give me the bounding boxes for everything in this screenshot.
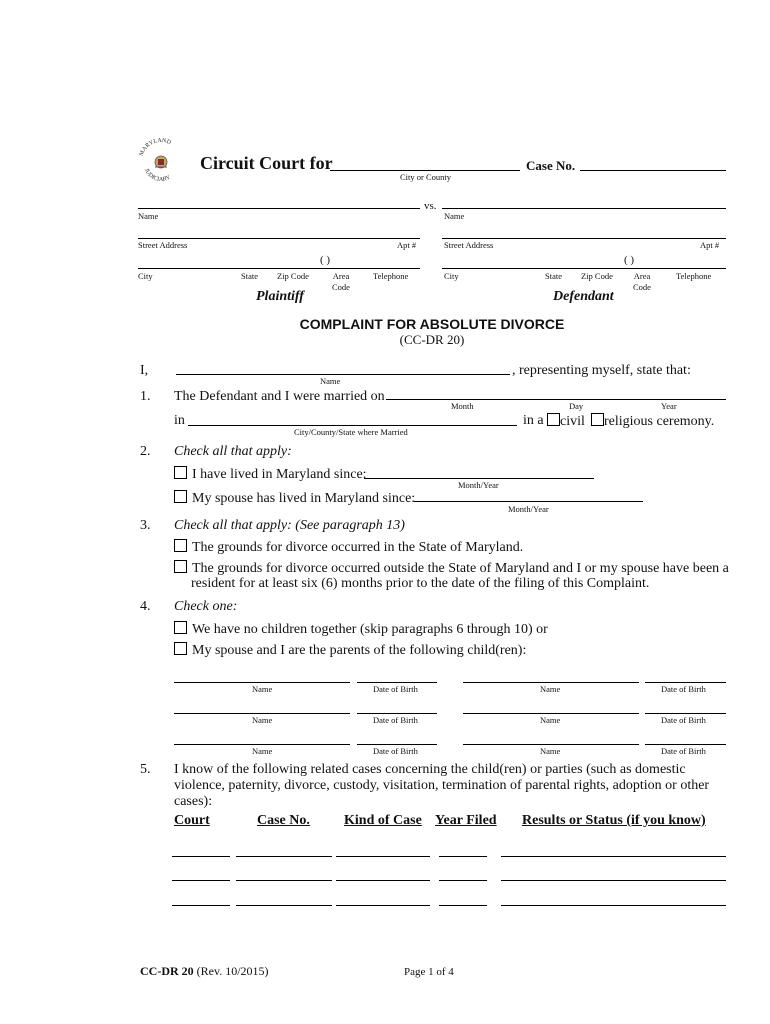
child-name-input[interactable] bbox=[463, 744, 639, 745]
col-court: Court bbox=[174, 813, 210, 828]
child-dob-input[interactable] bbox=[645, 713, 726, 714]
p4-option-2-label: My spouse and I are the parents of the following child(ren): bbox=[192, 643, 527, 658]
lived-in-md-date-input[interactable] bbox=[364, 478, 594, 479]
defendant-state-caption: State bbox=[545, 271, 562, 281]
plaintiff-apt-caption: Apt # bbox=[397, 240, 417, 250]
case-no-label: Case No. bbox=[526, 158, 576, 173]
p4-instruction: Check one: bbox=[174, 599, 238, 614]
case-court-input[interactable] bbox=[172, 856, 230, 857]
spouse-lived-in-md-checkbox[interactable] bbox=[174, 490, 187, 503]
svg-text:MARYLAND bbox=[139, 138, 173, 157]
child-dob-caption: Date of Birth bbox=[373, 746, 418, 756]
child-name-input[interactable] bbox=[174, 682, 350, 683]
child-dob-caption: Date of Birth bbox=[661, 746, 706, 756]
p1-day-caption: Day bbox=[569, 401, 584, 411]
p1-text: The Defendant and I were married on bbox=[174, 389, 385, 404]
case-year-input[interactable] bbox=[439, 905, 487, 906]
defendant-name-caption: Name bbox=[444, 211, 465, 221]
form-title: COMPLAINT FOR ABSOLUTE DIVORCE bbox=[299, 316, 565, 332]
child-dob-caption: Date of Birth bbox=[373, 684, 418, 694]
defendant-city-caption: City bbox=[444, 271, 459, 281]
religious-option[interactable] bbox=[591, 413, 714, 430]
col-kind-of-case: Kind of Case bbox=[344, 813, 422, 828]
plaintiff-city-input[interactable] bbox=[138, 268, 420, 269]
case-number-input[interactable] bbox=[236, 856, 332, 857]
case-kind-input[interactable] bbox=[336, 880, 430, 881]
p4-option-1-label: We have no children together (skip paragraphs 6 through 10) or bbox=[192, 622, 548, 637]
plaintiff-address-input[interactable] bbox=[138, 238, 420, 239]
p3-instruction: Check all that apply: (See paragraph 13) bbox=[174, 518, 405, 533]
parents-of-children-checkbox[interactable] bbox=[174, 642, 187, 655]
child-dob-caption: Date of Birth bbox=[373, 715, 418, 725]
p1-in-a: in a bbox=[523, 413, 544, 428]
plaintiff-telephone-caption: Telephone bbox=[373, 271, 409, 281]
form-code: (CC-DR 20) bbox=[399, 332, 465, 347]
grounds-in-md-checkbox[interactable] bbox=[174, 539, 187, 552]
child-dob-input[interactable] bbox=[357, 744, 437, 745]
child-dob-input[interactable] bbox=[357, 682, 437, 683]
p1-year-caption: Year bbox=[661, 401, 677, 411]
intro-suffix: , representing myself, state that: bbox=[512, 363, 691, 378]
footer-form-id: CC-DR 20 bbox=[140, 964, 194, 978]
case-no-input[interactable] bbox=[580, 170, 726, 171]
p2-option-2-label: My spouse has lived in Maryland since: bbox=[192, 491, 416, 506]
case-year-input[interactable] bbox=[439, 880, 487, 881]
footer-page-number: Page 1 of 4 bbox=[404, 966, 454, 978]
city-county-caption: City or County bbox=[400, 172, 452, 182]
my-name-input[interactable] bbox=[176, 374, 510, 375]
civil-label: civil bbox=[560, 414, 585, 429]
no-children-checkbox[interactable] bbox=[174, 621, 187, 634]
p4-option-2[interactable] bbox=[174, 642, 526, 659]
p2-instruction: Check all that apply: bbox=[174, 444, 292, 459]
p5-number: 5. bbox=[140, 762, 151, 777]
lived-in-md-checkbox[interactable] bbox=[174, 466, 187, 479]
defendant-label: Defendant bbox=[553, 289, 614, 304]
case-kind-input[interactable] bbox=[336, 905, 430, 906]
court-label: Circuit Court for bbox=[200, 153, 333, 173]
child-name-caption: Name bbox=[252, 746, 273, 756]
case-kind-input[interactable] bbox=[336, 856, 430, 857]
child-dob-input[interactable] bbox=[357, 713, 437, 714]
case-number-input[interactable] bbox=[236, 905, 332, 906]
child-name-caption: Name bbox=[540, 684, 561, 694]
defendant-name-input[interactable] bbox=[442, 208, 726, 209]
case-court-input[interactable] bbox=[172, 905, 230, 906]
svg-text:JUDICIARY bbox=[143, 168, 172, 183]
p2-option-2-caption: Month/Year bbox=[508, 504, 549, 514]
child-name-caption: Name bbox=[540, 746, 561, 756]
p3-option-1[interactable] bbox=[174, 539, 523, 556]
civil-option[interactable] bbox=[547, 413, 585, 430]
case-status-input[interactable] bbox=[501, 905, 726, 906]
grounds-outside-md-checkbox[interactable] bbox=[174, 560, 187, 573]
court-county-input[interactable] bbox=[330, 170, 520, 171]
p1-place-caption: City/County/State where Married bbox=[294, 427, 408, 437]
child-dob-input[interactable] bbox=[645, 744, 726, 745]
p1-month-caption: Month bbox=[451, 401, 474, 411]
seal-bottom-text: JUDICIARY bbox=[142, 167, 172, 184]
footer-revision: (Rev. 10/2015) bbox=[196, 964, 269, 978]
intro-name-caption: Name bbox=[320, 376, 341, 386]
col-year-filed: Year Filed bbox=[435, 813, 497, 828]
p2-option-1-caption: Month/Year bbox=[458, 480, 499, 490]
p3-number: 3. bbox=[140, 518, 151, 533]
case-status-input[interactable] bbox=[501, 880, 726, 881]
plaintiff-label: Plaintiff bbox=[256, 289, 304, 304]
defendant-telephone-caption: Telephone bbox=[676, 271, 712, 281]
p4-option-1[interactable] bbox=[174, 621, 548, 638]
p2-option-2[interactable] bbox=[174, 490, 415, 507]
plaintiff-area-paren: ( ) bbox=[320, 254, 331, 266]
civil-checkbox[interactable] bbox=[547, 413, 560, 426]
p3-option-2-label: The grounds for divorce occurred outside the State of Maryland and I or my spouse have been a bbox=[192, 561, 729, 576]
col-results-status: Results or Status (if you know) bbox=[522, 813, 706, 828]
p5-line-2: violence, paternity, divorce, custody, visitation, termination of parental rights, adoption or other bbox=[174, 778, 710, 793]
spouse-lived-in-md-date-input[interactable] bbox=[414, 501, 643, 502]
child-name-input[interactable] bbox=[174, 744, 350, 745]
defendant-zip-caption: Zip Code bbox=[581, 271, 613, 281]
child-dob-caption: Date of Birth bbox=[661, 684, 706, 694]
marriage-date-input[interactable] bbox=[386, 399, 726, 400]
case-status-input[interactable] bbox=[501, 856, 726, 857]
religious-label: religious ceremony. bbox=[604, 414, 715, 429]
religious-checkbox[interactable] bbox=[591, 413, 604, 426]
defendant-area-paren: ( ) bbox=[624, 254, 635, 266]
plaintiff-address-caption: Street Address bbox=[138, 240, 188, 250]
defendant-area-caption: Area Code bbox=[633, 271, 651, 292]
plaintiff-city-caption: City bbox=[138, 271, 153, 281]
plaintiff-name-caption: Name bbox=[138, 211, 159, 221]
p2-option-1[interactable] bbox=[174, 466, 367, 483]
seal-top-text: MARYLAND bbox=[138, 137, 172, 157]
maryland-judiciary-seal bbox=[136, 136, 186, 186]
child-name-input[interactable] bbox=[463, 682, 639, 683]
p3-option-2-line-2: resident for at least six (6) months prior to the date of the filing of this Complaint. bbox=[191, 576, 650, 591]
p5-line-3: cases): bbox=[174, 794, 213, 809]
child-dob-caption: Date of Birth bbox=[661, 715, 706, 725]
child-name-caption: Name bbox=[252, 715, 273, 725]
footer-form-id-block bbox=[140, 964, 269, 979]
child-dob-input[interactable] bbox=[645, 682, 726, 683]
defendant-address-input[interactable] bbox=[442, 238, 726, 239]
child-name-input[interactable] bbox=[463, 713, 639, 714]
p2-option-1-label: I have lived in Maryland since: bbox=[192, 467, 367, 482]
p1-number: 1. bbox=[140, 389, 151, 404]
case-number-input[interactable] bbox=[236, 880, 332, 881]
child-name-input[interactable] bbox=[174, 713, 350, 714]
col-case-no: Case No. bbox=[257, 813, 310, 828]
p3-option-2[interactable] bbox=[174, 560, 729, 577]
p4-number: 4. bbox=[140, 599, 151, 614]
case-year-input[interactable] bbox=[439, 856, 487, 857]
plaintiff-name-input[interactable] bbox=[138, 208, 420, 209]
p1-in: in bbox=[174, 413, 185, 428]
plaintiff-state-caption: State bbox=[241, 271, 258, 281]
defendant-apt-caption: Apt # bbox=[700, 240, 720, 250]
child-name-caption: Name bbox=[252, 684, 273, 694]
seal-icon bbox=[136, 136, 186, 186]
intro-prefix: I, bbox=[140, 363, 149, 378]
case-court-input[interactable] bbox=[172, 880, 230, 881]
vs-label: vs. bbox=[424, 200, 437, 212]
p5-line-1: I know of the following related cases concerning the child(ren) or parties (such as domestic bbox=[174, 762, 686, 777]
plaintiff-area-caption: Area Code bbox=[332, 271, 350, 292]
child-name-caption: Name bbox=[540, 715, 561, 725]
p2-number: 2. bbox=[140, 444, 151, 459]
plaintiff-zip-caption: Zip Code bbox=[277, 271, 309, 281]
defendant-address-caption: Street Address bbox=[444, 240, 494, 250]
marriage-place-input[interactable] bbox=[188, 425, 517, 426]
p3-option-1-label: The grounds for divorce occurred in the State of Maryland. bbox=[192, 540, 524, 555]
defendant-city-input[interactable] bbox=[442, 268, 726, 269]
